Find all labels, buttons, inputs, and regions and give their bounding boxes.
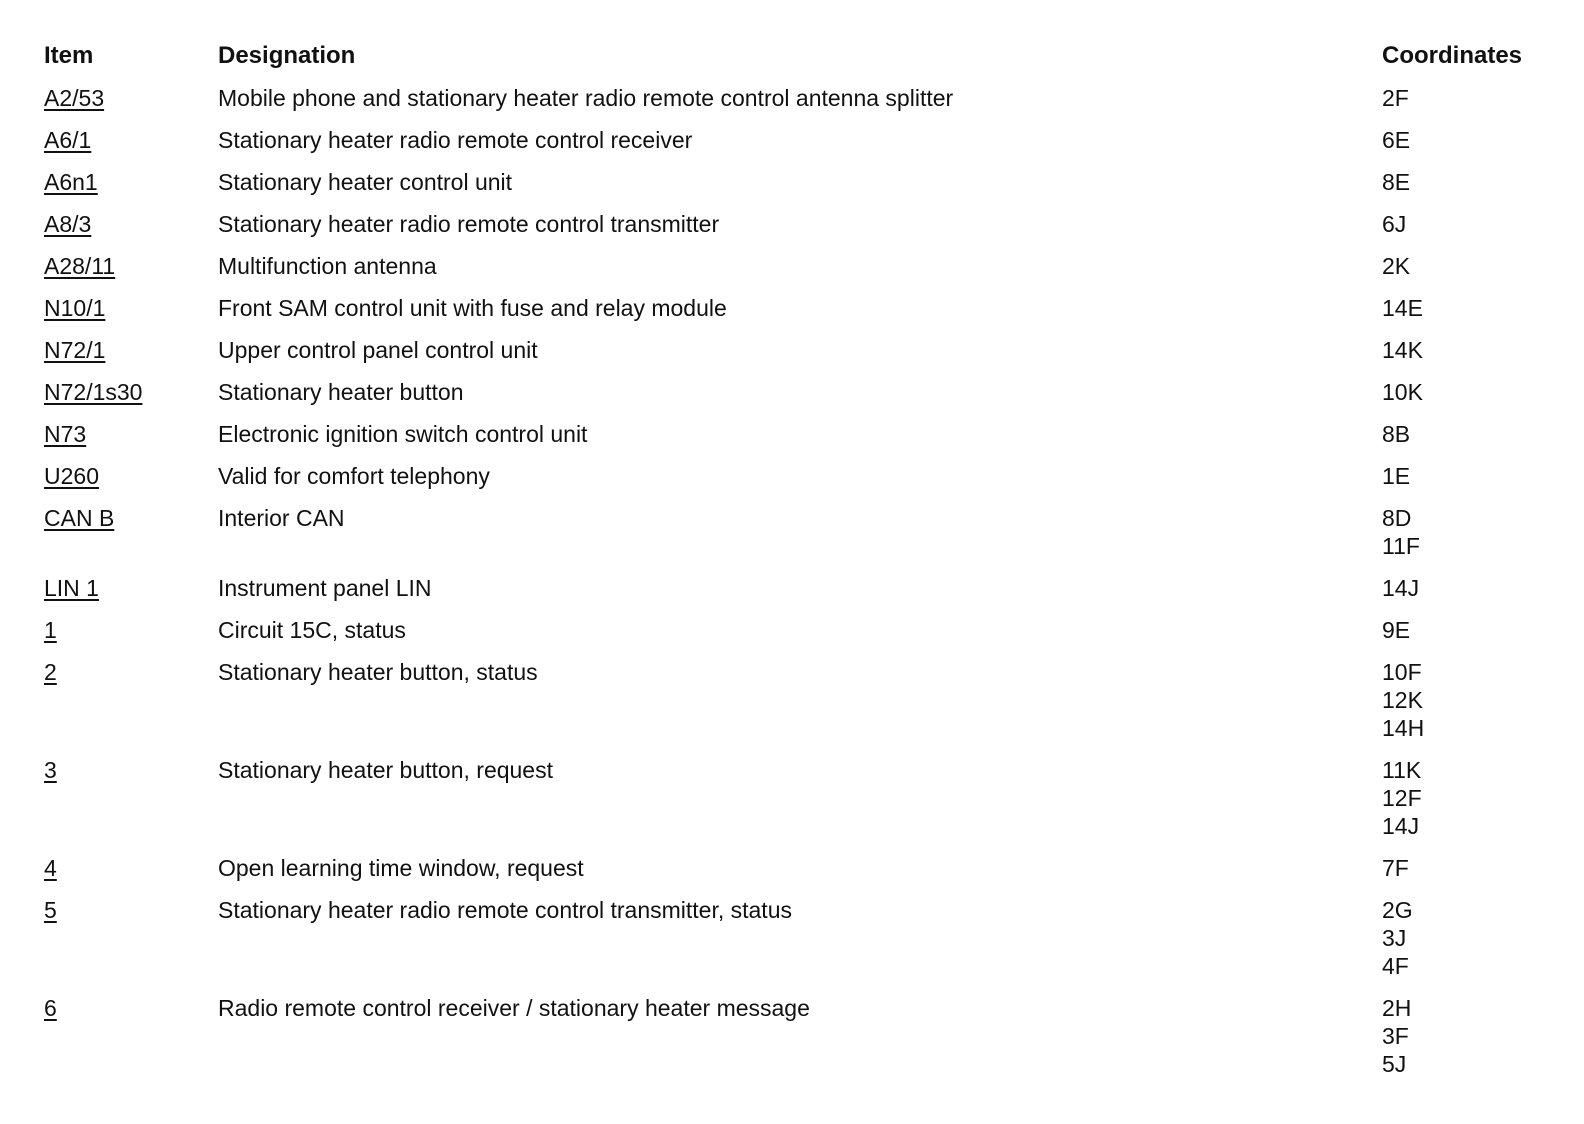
coordinate-value: 8D [1382,505,1412,531]
designation-cell: Circuit 15C, status [218,617,406,643]
table-row [44,420,1544,448]
item-cell [44,294,218,322]
coordinate-value: 8E [1382,169,1411,195]
item-link[interactable]: 5 [44,897,57,923]
coordinate-value: 2H [1382,995,1412,1021]
coordinates-cell [1382,574,1544,602]
item-link[interactable]: U260 [44,463,99,489]
coordinate-value: 14E [1382,295,1423,321]
coordinate-value: 14J [1382,575,1420,601]
item-cell [44,756,218,840]
item-link[interactable]: N73 [44,421,87,447]
coordinates-cell [1382,84,1544,112]
designation-cell: Upper control panel control unit [218,337,538,363]
coordinates-cell [1382,616,1544,644]
item-link[interactable]: LIN 1 [44,575,99,601]
table-row [44,896,1544,980]
item-cell [44,168,218,196]
table-body [44,84,1544,1078]
coordinate-value: 2G [1382,897,1413,923]
item-cell [44,854,218,882]
designation-cell: Stationary heater control unit [218,169,513,195]
table-row [44,336,1544,364]
coordinate-value: 11F [1382,533,1420,559]
designation-cell: Stationary heater button [218,379,464,405]
designation-cell: Multifunction antenna [218,253,437,279]
table-row [44,168,1544,196]
table-row [44,462,1544,490]
item-link[interactable]: A6n1 [44,169,98,195]
coordinate-value: 12F [1382,785,1422,811]
coordinates-cell [1382,336,1544,364]
coordinate-value: 12K [1382,687,1423,713]
table-row [44,294,1544,322]
table-row [44,574,1544,602]
coordinates-cell [1382,420,1544,448]
table-header [44,42,1544,84]
item-cell [44,252,218,280]
table-row [44,616,1544,644]
item-cell [44,616,218,644]
coordinates-cell [1382,210,1544,238]
designation-cell: Open learning time window, request [218,855,584,881]
item-cell [44,210,218,238]
header-designation: Designation [218,42,356,69]
coordinate-value: 14H [1382,715,1425,741]
item-cell [44,994,218,1078]
item-link[interactable]: A2/53 [44,85,105,111]
coordinate-value: 3F [1382,1023,1409,1049]
item-link[interactable]: A6/1 [44,127,92,153]
coordinate-value: 10K [1382,379,1423,405]
coordinate-value: 5J [1382,1051,1407,1077]
designation-cell: Stationary heater radio remote control receiver [218,127,693,153]
coordinate-value: 6E [1382,127,1411,153]
table-row [44,658,1544,742]
table-row [44,252,1544,280]
coordinate-value: 2K [1382,253,1411,279]
table-row [44,756,1544,840]
table-row [44,994,1544,1078]
coordinates-cell [1382,462,1544,490]
coordinate-value: 2F [1382,85,1409,111]
coordinates-cell [1382,756,1544,840]
item-link[interactable]: 4 [44,855,57,881]
item-link[interactable]: A28/11 [44,253,116,279]
designation-cell: Radio remote control receiver / stationary heater message [218,995,810,1021]
item-link[interactable]: 1 [44,617,57,643]
coordinate-value: 1E [1382,463,1411,489]
designation-cell: Valid for comfort telephony [218,463,490,489]
designation-cell: Stationary heater radio remote control transmitter, status [218,897,792,923]
coordinate-value: 14K [1382,337,1423,363]
item-link[interactable]: 6 [44,995,57,1021]
designation-cell: Stationary heater radio remote control transmitter [218,211,720,237]
item-cell [44,574,218,602]
coordinate-value: 10F [1382,659,1422,685]
designation-cell: Instrument panel LIN [218,575,432,601]
table-row [44,378,1544,406]
header-item: Item [44,42,94,69]
item-cell [44,378,218,406]
designation-cell: Stationary heater button, status [218,659,538,685]
designation-cell: Stationary heater button, request [218,757,553,783]
item-link[interactable]: CAN B [44,505,115,531]
table-row [44,210,1544,238]
coordinates-cell [1382,504,1544,560]
item-cell [44,336,218,364]
designation-cell: Interior CAN [218,505,345,531]
legend-table [44,42,1544,1092]
item-cell [44,896,218,980]
item-link[interactable]: A8/3 [44,211,92,237]
item-cell [44,504,218,560]
coordinates-cell [1382,378,1544,406]
item-link[interactable]: 2 [44,659,57,685]
coordinates-cell [1382,994,1544,1078]
table-row [44,854,1544,882]
coordinates-cell [1382,896,1544,980]
coordinate-value: 9E [1382,617,1411,643]
coordinate-value: 6J [1382,211,1407,237]
coordinates-cell [1382,854,1544,882]
item-cell [44,126,218,154]
coordinate-value: 11K [1382,757,1422,783]
item-cell [44,462,218,490]
item-cell [44,420,218,448]
coordinates-cell [1382,294,1544,322]
coordinates-cell [1382,126,1544,154]
coordinate-value: 7F [1382,855,1409,881]
item-link[interactable]: N72/1s30 [44,379,143,405]
item-cell [44,658,218,742]
item-link[interactable]: 3 [44,757,57,783]
coordinate-value: 8B [1382,421,1411,447]
coordinates-cell [1382,252,1544,280]
item-link[interactable]: N10/1 [44,295,106,321]
coordinates-cell [1382,168,1544,196]
coordinate-value: 14J [1382,813,1420,839]
coordinate-value: 3J [1382,925,1407,951]
table-row [44,126,1544,154]
header-coordinates: Coordinates [1382,42,1523,69]
table-row [44,84,1544,112]
table-row [44,504,1544,560]
designation-cell: Front SAM control unit with fuse and relay module [218,295,727,321]
item-link[interactable]: N72/1 [44,337,106,363]
coordinates-cell [1382,658,1544,742]
coordinate-value: 4F [1382,953,1409,979]
designation-cell: Mobile phone and stationary heater radio remote control antenna splitter [218,85,954,111]
designation-cell: Electronic ignition switch control unit [218,421,588,447]
item-cell [44,84,218,112]
